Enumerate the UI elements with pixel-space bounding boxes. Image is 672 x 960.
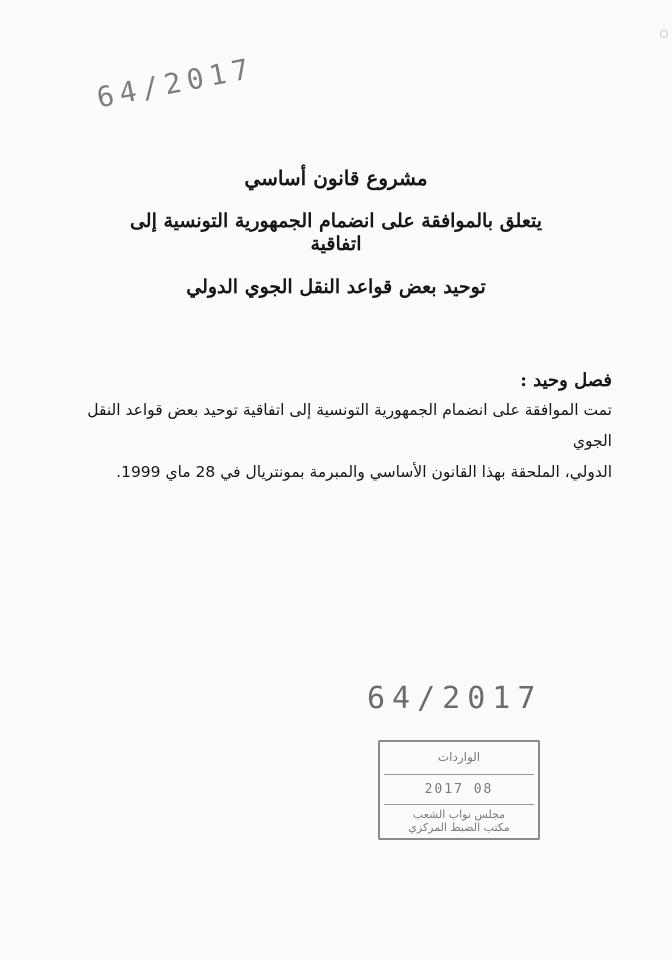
document-title: مشروع قانون أساسي bbox=[244, 166, 428, 190]
reception-stamp-org-line-1: مجلس نواب الشعب bbox=[412, 808, 506, 821]
article-body bbox=[60, 395, 612, 488]
document-subtitle-line-1: يتعلق بالموافقة على انضمام الجمهورية التونسية إلى اتفاقية bbox=[129, 210, 543, 255]
reception-stamp-date: 2017 08 bbox=[424, 782, 494, 797]
stamped-file-number: 64/2017 bbox=[367, 681, 543, 716]
article-heading: فصل وحيد : bbox=[520, 370, 612, 391]
single-article bbox=[60, 370, 612, 488]
reception-stamp-title: الواردات bbox=[437, 750, 481, 764]
article-body-line-1: تمت الموافقة على انضمام الجمهورية التونسية إلى اتفاقية توحيد بعض قواعد النقل الجوي bbox=[87, 401, 612, 450]
title-block bbox=[120, 166, 552, 318]
reception-stamp-org-line-2: مكتب الضبط المركزي bbox=[408, 821, 510, 834]
punch-hole-mark bbox=[660, 30, 668, 38]
handwritten-file-number: 64/2017 bbox=[94, 51, 258, 115]
reception-stamp bbox=[378, 740, 540, 840]
reception-stamp-divider-bottom bbox=[384, 804, 534, 805]
article-body-line-2: الدولي، الملحقة بهذا القانون الأساسي والمبرمة بمونتريال في 28 ماي 1999. bbox=[116, 463, 612, 481]
document-subtitle-line-2: توحيد بعض قواعد النقل الجوي الدولي bbox=[186, 275, 486, 298]
reception-stamp-divider-top bbox=[384, 774, 534, 775]
reception-stamp-organization bbox=[386, 808, 532, 834]
